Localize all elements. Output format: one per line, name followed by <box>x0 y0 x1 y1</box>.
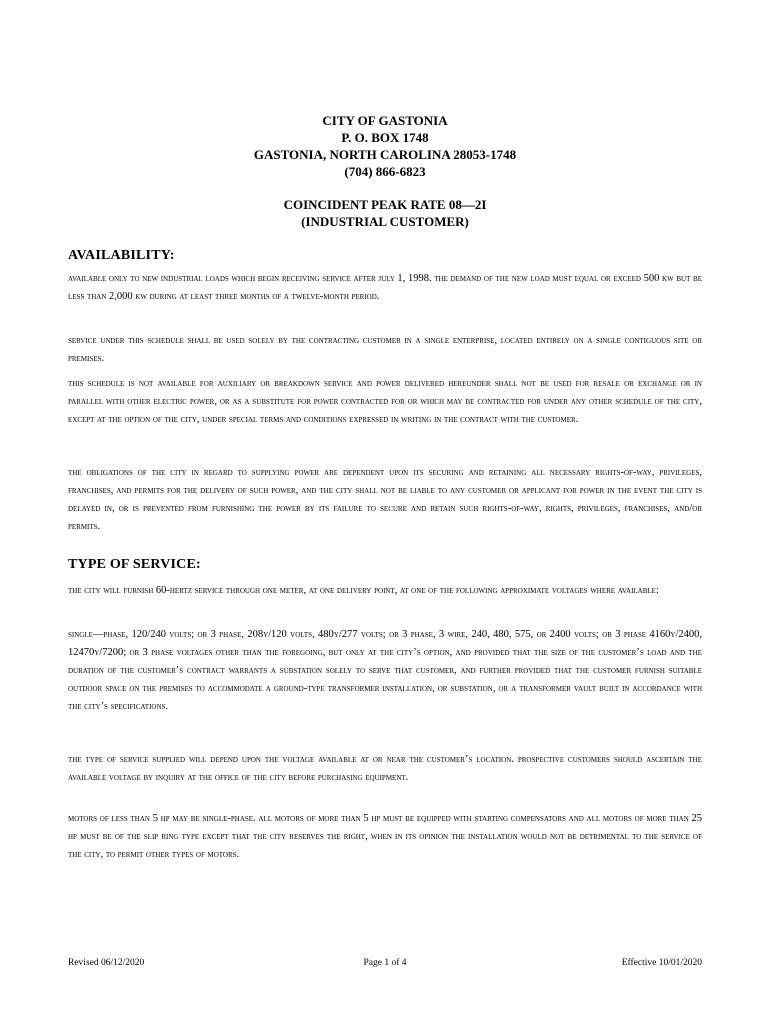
paragraph-service-2: single—phase, 120/240 volts; or 3 phase, 208y/120 volts, 480y/277 volts; or 3 phase, 3 wire, 240, 480, 575, or 2400 volts; or 3 phase 4160y/2400, 12470y/7200; or 3 phase voltages other than the foregoing, but only at the city’s option, and provided that the size of the customer’s load and the duration of the customer’s contract warrants a substation solely to serve that customer, and further provided that the customer furnish suitable outdoor space on the premises to accommodate a ground-type transformer installation, or substation, or a transformer vault built in accordance with the city’s specifications. <box>68 629 702 712</box>
paragraph-availability-2: service under this schedule shall be used solely by the contracting customer in a single enterprise, located entirely on a single contiguous site or premises. <box>68 335 702 364</box>
availability-heading: AVAILABILITY: <box>68 248 175 263</box>
paragraph-availability-3: this schedule is not available for auxiliary or breakdown service and power delivered hereunder shall not be used for resale or exchange or in parallel with other electric power, or as a substitute for power contracted for or which may be contracted for under any other schedule of the city, except at the option of the city, under special terms and conditions expressed in writing in the contract with the customer. <box>68 378 702 425</box>
header-address: GASTONIA, NORTH CAROLINA 28053-1748 <box>253 147 517 162</box>
paragraph-service-3: the type of service supplied will depend upon the voltage available at or near the customer’s location. prospective customers should ascertain the available voltage by inquiry at the office of the city before purchasing equipment. <box>68 754 702 783</box>
paragraph-availability-1: available only to new industrial loads which begin receiving service after july 1, 1998. the demand of the new load must equal or exceed 500 kw but be less than 2,000 kw during at least three months of a twelve-month period. <box>68 273 702 302</box>
document-header <box>0 112 770 230</box>
header-phone: (704) 866-6823 <box>344 164 426 179</box>
footer-effective: Effective 10/01/2020 <box>621 958 702 968</box>
paragraph-service-4: motors of less than 5 hp may be single-phase. all motors of more than 5 hp must be equipped with starting compensators and all motors of more than 25 hp must be of the slip ring type except that the city reserves the right, when in its opinion the installation would not be detrimental to the service of the city, to permit other types of motors. <box>68 813 702 860</box>
header-po-box: P. O. BOX 1748 <box>341 130 429 145</box>
paragraph-service-1: the city will furnish 60-hertz service through one meter, at one delivery point, at one of the following approximate voltages where available: <box>68 585 659 596</box>
footer-revised: Revised 06/12/2020 <box>68 958 145 968</box>
rate-subtitle: (INDUSTRIAL CUSTOMER) <box>301 214 469 229</box>
type-of-service-heading: TYPE OF SERVICE: <box>68 557 201 572</box>
rate-title: COINCIDENT PEAK RATE 08—2I <box>283 197 487 212</box>
header-city: CITY OF GASTONIA <box>322 113 448 128</box>
paragraph-availability-4: the obligations of the city in regard to supplying power are dependent upon its securing and retaining all necessary rights-of-way, privileges, franchises, and permits for the delivery of such power, and the city shall not be liable to any customer or applicant for power in the event the city is delayed in, or is prevented from furnishing the power by its failure to secure and retain such rights-of-way, rights, privileges, franchises, and/or permits. <box>68 467 702 532</box>
footer-page-number: Page 1 of 4 <box>363 958 407 968</box>
